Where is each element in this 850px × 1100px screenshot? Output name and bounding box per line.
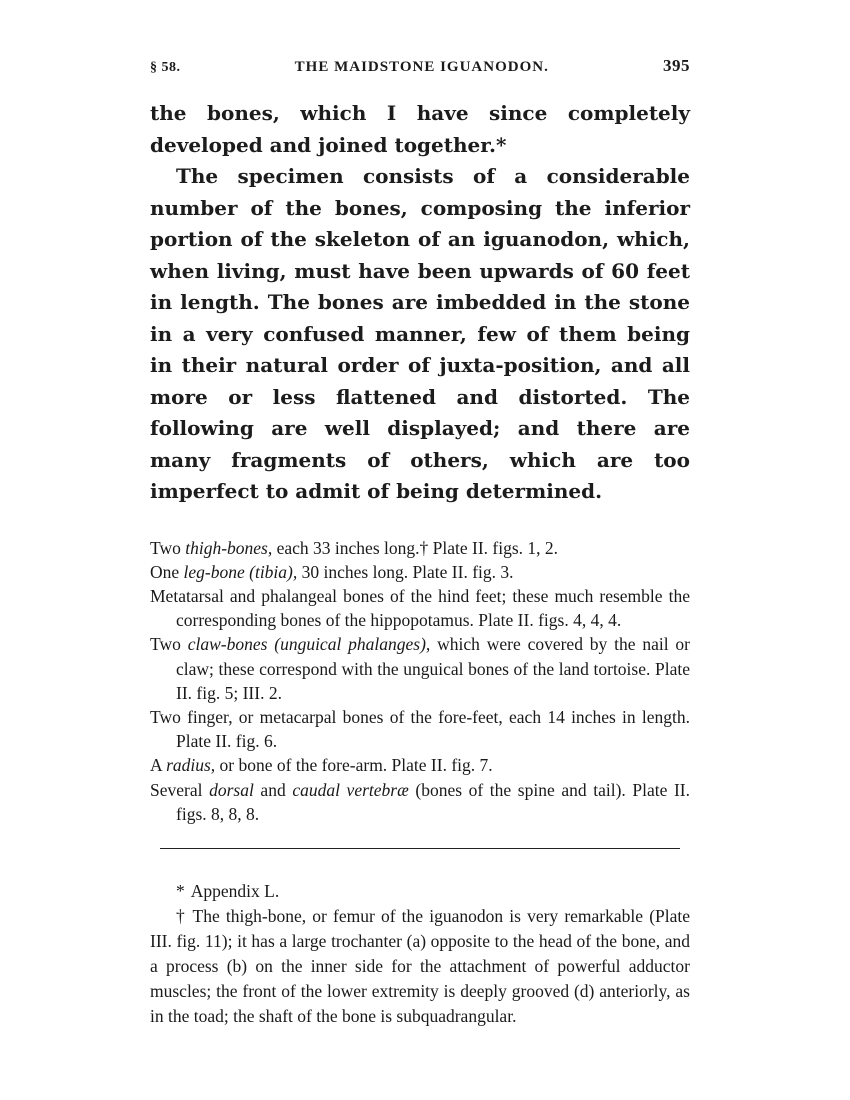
footnotes — [150, 879, 690, 1029]
book-page — [150, 56, 690, 1029]
list-item-vertebrae: Several dorsal and caudal vertebræ (bones of the spine and tail). Plate II. figs. 8, 8, 8. — [150, 779, 690, 824]
list-item-claw-bones: Two claw-bones (unguical phalanges), which were covered by the nail or claw; these correspond with the unguical bones of the land tortoise. Plate II. fig. 5; III. 2. — [150, 634, 690, 703]
list-item-leg-bone: One leg-bone (tibia), 30 inches long. Plate II. fig. 3. — [150, 561, 514, 582]
list-item-radius: A radius, or bone of the fore-arm. Plate II. fig. 7. — [150, 755, 493, 776]
footnote-divider — [160, 848, 680, 849]
bone-list — [150, 536, 690, 826]
list-item-metacarpal: Two finger, or metacarpal bones of the fore-feet, each 14 inches in length. Plate II. fig. 6. — [150, 706, 690, 752]
footnote-mark-asterisk: * — [176, 880, 185, 901]
footnote-thigh-bone: † The thigh-bone, or femur of the iguanodon is very remarkable (Plate III. fig. 11); it has a large trochanter (a) opposite to the head of the bone, and a process (b) on the inner side for the attachment of powerful adductor muscles; the front of the lower extremity is deeply grooved (d) anteriorly, as in the toad; the shaft of the bone is subquadrangular. — [150, 905, 691, 1026]
footnote-appendix: * Appendix L. — [176, 880, 280, 901]
chapter-title: THE MAIDSTONE IGUANODON. — [294, 59, 549, 75]
list-item-thigh-bones: Two thigh-bones, each 33 inches long.† Plate II. figs. 1, 2. — [150, 537, 559, 558]
section-number: § 58. — [150, 60, 181, 75]
paragraph-specimen: The specimen consists of a considerable number of the bones, composing the inferior portion of the skeleton of an iguanodon, which, when living, must have been upwards of 60 feet in length. The bones are imbedded in the stone in a very confused manner, few of them being in their natural order of juxta-position, and all more or less flattened and distorted. The following are well displayed; and there are many fragments of others, which are too imperfect to admit of being determined. — [150, 164, 690, 503]
list-item-metatarsal: Metatarsal and phalangeal bones of the hind feet; these much resemble the corresponding bones of the hippopotamus. Plate II. figs. 4, 4, 4. — [150, 585, 690, 631]
page-number: 395 — [662, 56, 690, 75]
running-head — [150, 56, 690, 88]
footnote-mark-dagger: † — [176, 905, 187, 926]
paragraph-continued: the bones, which I have since completely developed and joined together.* — [150, 101, 690, 157]
